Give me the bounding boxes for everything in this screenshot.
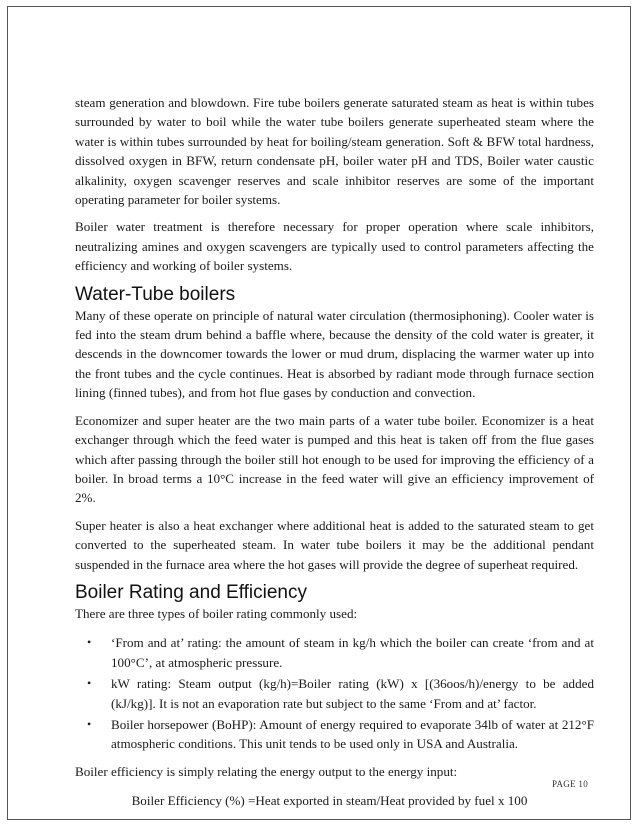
list-item xyxy=(75,715,594,754)
bullet-icon: • xyxy=(87,635,92,650)
list-item xyxy=(75,674,594,713)
water-tube-heading: Water-Tube boilers xyxy=(75,283,236,305)
page-number: PAGE 10 xyxy=(551,779,588,789)
efficiency-text: Boiler efficiency is simply relating the energy output to the energy input: xyxy=(75,763,458,779)
bullet-icon: • xyxy=(87,676,92,691)
water-tube-paragraph-2: Economizer and super heater are the two main parts of a water tube boiler. Economizer is a heat exchanger through which the feed water is pumped and this heat is taken off from the flue gases which after passing through the boiler still hot enough to be used for improving the efficiency of a boiler. In broad terms a 10°C increase in the feed water will give an efficiency improvement of 2%. xyxy=(75,412,594,506)
intro-paragraph-1: steam generation and blowdown. Fire tube boilers generate saturated steam as heat is within tubes surrounded by water to boil while the water tube boilers generate superheated steam where the water is within tubes surrounded by heat for boiling/steam generation. Soft & BFW total hardness, dissolved oxygen in BFW, return condensate pH, boiler water pH and TDS, Boiler water caustic alkalinity, oxygen scavenger reserves and scale inhibitor reserves are some of the important operating parameter for boiler systems. xyxy=(75,95,594,208)
list-item xyxy=(75,633,594,672)
rating-intro: There are three types of boiler rating commonly used: xyxy=(75,605,358,621)
document-page xyxy=(7,6,631,820)
list-item-text: kW rating: Steam output (kg/h)=Boiler rating (kW) x [(36oos/h)/energy to be added (kJ/kg)]. It is not an evaporation rate but subject to the same ‘From and at’ factor. xyxy=(111,676,594,711)
water-tube-paragraph-1: Many of these operate on principle of natural water circulation (thermosiphoning). Cooler water is fed into the steam drum behind a baffle where, because the density of the cold water is greater, it descends in the downcomer towards the lower or mud drum, displacing the warmer water up into the front tubes and the cycle continues. Heat is absorbed by radiant mode through furnace section lining (finned tubes), and from hot flue gases by conduction and convection. xyxy=(75,307,594,401)
intro-paragraph-2: Boiler water treatment is therefore necessary for proper operation where scale inhibitors, neutralizing amines and oxygen scavengers are typically used to control parameters affecting the efficiency and working of boiler systems. xyxy=(75,219,594,274)
efficiency-formula: Boiler Efficiency (%) =Heat exported in steam/Heat provided by fuel x 100 xyxy=(131,793,528,809)
water-tube-paragraph-3: Super heater is also a heat exchanger where additional heat is added to the saturated steam to get converted to the superheated steam. In water tube boilers it may be the additional pendant suspended in the furnace area where the hot gases will provide the degree of superheat required. xyxy=(75,517,594,572)
boiler-rating-heading: Boiler Rating and Efficiency xyxy=(75,581,307,603)
page-content xyxy=(75,93,594,811)
list-item-text: Boiler horsepower (BoHP): Amount of energy required to evaporate 34lb of water at 212°F atmospheric conditions. This unit tends to be used only in USA and Australia. xyxy=(111,716,594,752)
list-item-text: ‘From and at’ rating: the amount of steam in kg/h which the boiler can create ‘from and at 100°C’, at atmospheric pressure. xyxy=(111,635,594,670)
rating-list xyxy=(75,633,594,753)
bullet-icon: • xyxy=(87,716,92,731)
